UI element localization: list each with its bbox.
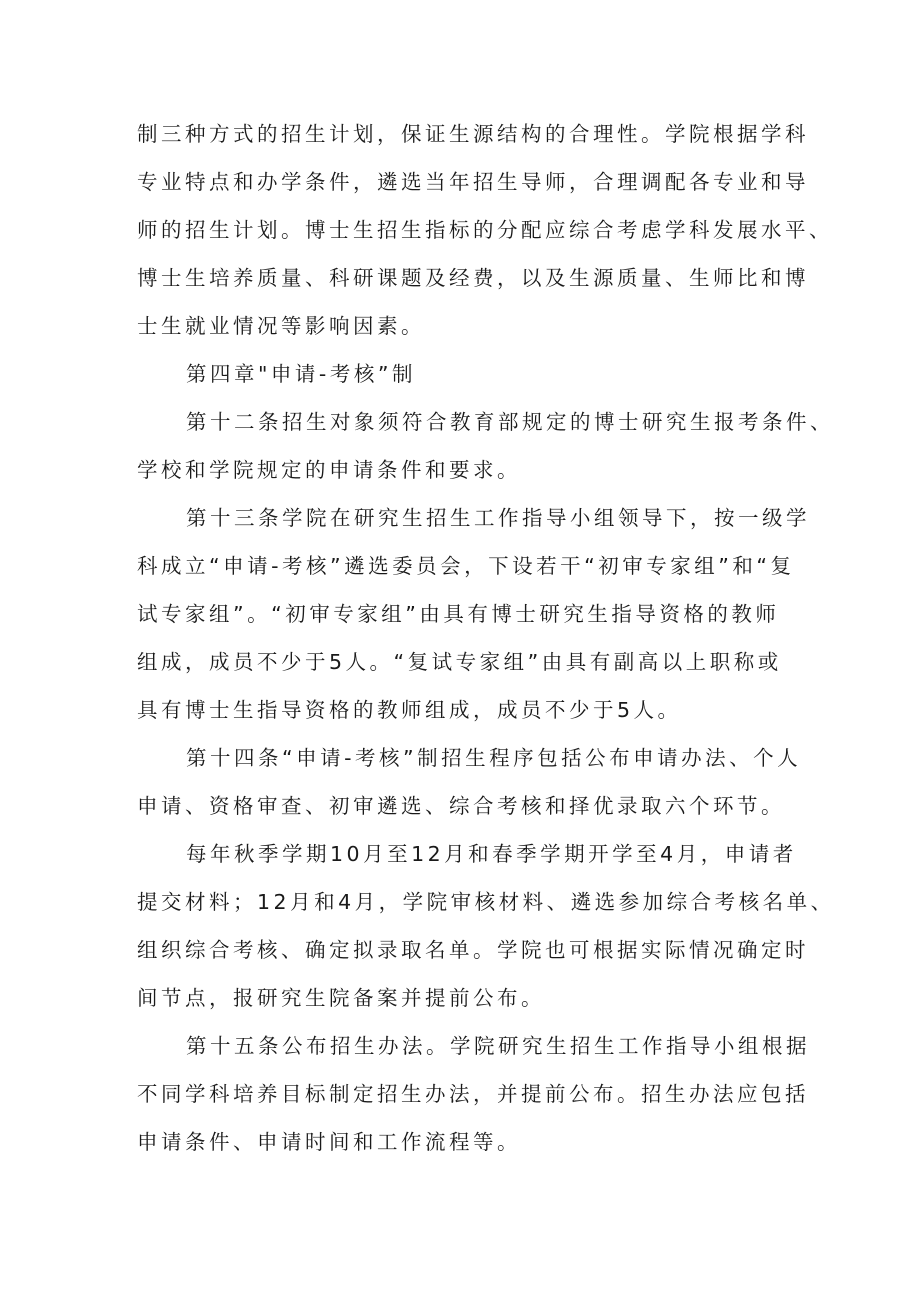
paragraph-line: 制三种方式的招生计划，保证生源结构的合理性。学院根据学科: [137, 122, 809, 146]
article-12-line: 第十二条招生对象须符合教育部规定的博士研究生报考条件、: [186, 410, 834, 434]
paragraph-line: 间节点，报研究生院备案并提前公布。: [137, 986, 545, 1010]
article-13-line: 第十三条学院在研究生招生工作指导小组领导下，按一级学: [186, 506, 810, 530]
article-15-line: 第十五条公布招生办法。学院研究生招生工作指导小组根据: [186, 1034, 810, 1058]
paragraph-line: 提交材料；12月和4月，学院审核材料、遴选参加综合考核名单、: [137, 890, 835, 914]
paragraph-line: 申请、资格审查、初审遴选、综合考核和择优录取六个环节。: [137, 794, 785, 818]
paragraph-line: 不同学科培养目标制定招生办法，并提前公布。招生办法应包括: [137, 1082, 809, 1106]
document-page: [137, 110, 835, 1166]
paragraph-line: 专业特点和办学条件，遴选当年招生导师，合理调配各专业和导: [137, 170, 809, 194]
paragraph-line: 组成，成员不少于5人。“复试专家组”由具有副高以上职称或: [137, 650, 782, 674]
paragraph-line: 士生就业情况等影响因素。: [137, 314, 425, 338]
paragraph-line: 具有博士生指导资格的教师组成，成员不少于5人。: [137, 698, 682, 722]
schedule-paragraph-line: 每年秋季学期10月至12月和春季学期开学至4月，申请者: [186, 842, 797, 866]
article-14-line: 第十四条“申请-考核”制招生程序包括公布申请办法、个人: [186, 746, 802, 770]
paragraph-line: 博士生培养质量、科研课题及经费，以及生源质量、生师比和博: [137, 266, 809, 290]
paragraph-line: 学校和学院规定的申请条件和要求。: [137, 458, 521, 482]
paragraph-line: 申请条件、申请时间和工作流程等。: [137, 1130, 521, 1154]
paragraph-line: 师的招生计划。博士生招生指标的分配应综合考虑学科发展水平、: [137, 218, 833, 242]
chapter-heading: 第四章"申请-考核”制: [186, 362, 416, 386]
paragraph-line: 科成立“申请-考核”遴选委员会，下设若干“初审专家组”和“复: [137, 554, 795, 578]
paragraph-line: 组织综合考核、确定拟录取名单。学院也可根据实际情况确定时: [137, 938, 809, 962]
paragraph-line: 试专家组”。“初审专家组”由具有博士研究生指导资格的教师: [137, 602, 780, 626]
